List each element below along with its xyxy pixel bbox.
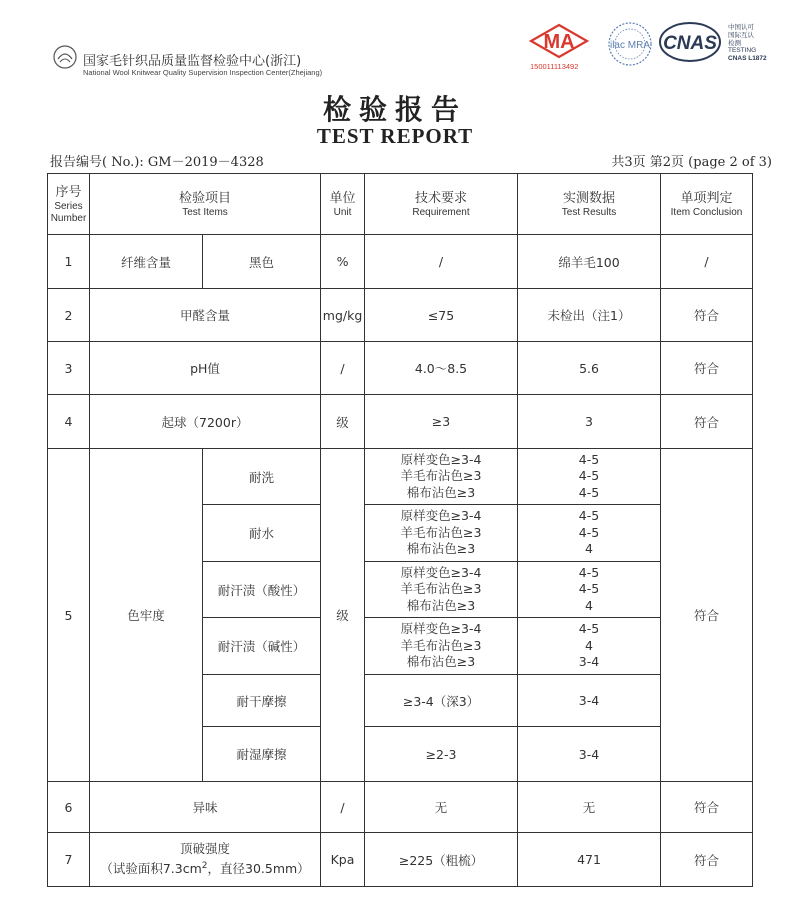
unit: / xyxy=(321,342,365,395)
cma-code: 150011113492 xyxy=(530,62,579,71)
unit: % xyxy=(321,235,365,289)
conclusion: / xyxy=(661,235,753,289)
test-item: 甲醛含量 xyxy=(90,289,321,342)
row-number: 5 xyxy=(48,449,90,782)
test-result: 3-4 xyxy=(518,727,661,782)
table-row xyxy=(48,395,753,449)
unit: 级 xyxy=(321,449,365,782)
test-item: 色牢度 xyxy=(90,449,203,782)
header-conclusion: 单项判定 Item Conclusion xyxy=(661,174,753,235)
cma-logo xyxy=(528,22,590,60)
org-name-cn: 国家毛针织品质量监督检验中心(浙江) xyxy=(83,54,302,69)
unit: mg/kg xyxy=(321,289,365,342)
header-serial: 序号 Series Number xyxy=(48,174,90,235)
test-result: 4-5 4-5 4-5 xyxy=(518,449,661,505)
cnas-logo xyxy=(658,20,728,64)
test-sub-item: 耐洗 xyxy=(203,449,321,505)
unit: 级 xyxy=(321,395,365,449)
ilac-logo xyxy=(604,20,656,70)
test-result: 5.6 xyxy=(518,342,661,395)
conclusion: 符合 xyxy=(661,449,753,782)
unit: Kpa xyxy=(321,833,365,887)
test-item: 异味 xyxy=(90,782,321,833)
test-result: 471 xyxy=(518,833,661,887)
test-item: 起球（7200r） xyxy=(90,395,321,449)
cnas-side-text: 中国认可 国际互认 检测 TESTING CNAS L1872 xyxy=(728,23,767,62)
row-number: 3 xyxy=(48,342,90,395)
row-number: 6 xyxy=(48,782,90,833)
requirement: 4.0～8.5 xyxy=(365,342,518,395)
test-result: 4-5 4 3-4 xyxy=(518,618,661,675)
conclusion: 符合 xyxy=(661,833,753,887)
svg-text:ilac MRA: ilac MRA xyxy=(609,40,651,51)
requirement: 原样变色≥3-4 羊毛布沾色≥3 棉布沾色≥3 xyxy=(365,618,518,675)
requirement: 原样变色≥3-4 羊毛布沾色≥3 棉布沾色≥3 xyxy=(365,562,518,618)
table-header-row xyxy=(48,174,753,235)
test-item: 顶破强度 （试验面积$7.3cm^2$，直径30.5mm） xyxy=(90,833,321,887)
test-sub-item: 耐汗渍（碱性） xyxy=(203,618,321,675)
conclusion: 符合 xyxy=(661,342,753,395)
requirement: ≤75 xyxy=(365,289,518,342)
requirement: 原样变色≥3-4 羊毛布沾色≥3 棉布沾色≥3 xyxy=(365,449,518,505)
test-results-table xyxy=(47,173,753,887)
requirement: ≥225（粗梳） xyxy=(365,833,518,887)
table-row xyxy=(48,289,753,342)
conclusion: 符合 xyxy=(661,289,753,342)
row-number: 4 xyxy=(48,395,90,449)
test-result: 绵羊毛100 xyxy=(518,235,661,289)
test-result: 3-4 xyxy=(518,675,661,727)
svg-text:MA: MA xyxy=(543,31,575,53)
table-row xyxy=(48,833,753,887)
header-test-items: 检验项目 Test Items xyxy=(90,174,321,235)
conclusion: 符合 xyxy=(661,395,753,449)
row-number: 7 xyxy=(48,833,90,887)
test-sub-item: 耐水 xyxy=(203,505,321,562)
svg-text:CNAS: CNAS xyxy=(663,33,717,54)
test-sub-item: 耐干摩擦 xyxy=(203,675,321,727)
test-item: 纤维含量 xyxy=(90,235,203,289)
unit: / xyxy=(321,782,365,833)
center-logo xyxy=(52,44,78,70)
conclusion: 符合 xyxy=(661,782,753,833)
requirement: 原样变色≥3-4 羊毛布沾色≥3 棉布沾色≥3 xyxy=(365,505,518,562)
row-number: 2 xyxy=(48,289,90,342)
test-result: 未检出（注1） xyxy=(518,289,661,342)
table-row xyxy=(48,342,753,395)
table-row xyxy=(48,782,753,833)
requirement: ≥3-4（深3） xyxy=(365,675,518,727)
test-sub-item: 耐汗渍（酸性） xyxy=(203,562,321,618)
requirement: ≥3 xyxy=(365,395,518,449)
report-title-en: TEST REPORT xyxy=(316,124,474,148)
org-name-en: National Wool Knitwear Quality Supervision Inspection Center(Zhejiang) xyxy=(83,68,323,77)
test-result: 无 xyxy=(518,782,661,833)
requirement: ≥2-3 xyxy=(365,727,518,782)
test-item: pH值 xyxy=(90,342,321,395)
header-unit: 单位 Unit xyxy=(321,174,365,235)
test-sub-item: 黑色 xyxy=(203,235,321,289)
report-number: 报告编号( No.): GM－2019－4328 xyxy=(50,155,264,170)
header-requirement: 技术要求 Requirement xyxy=(365,174,518,235)
requirement: 无 xyxy=(365,782,518,833)
requirement: / xyxy=(365,235,518,289)
row-number: 1 xyxy=(48,235,90,289)
test-result: 4-5 4-5 4 xyxy=(518,562,661,618)
header-test-results: 实测数据 Test Results xyxy=(518,174,661,235)
test-result: 3 xyxy=(518,395,661,449)
test-result: 4-5 4-5 4 xyxy=(518,505,661,562)
page-info: 共3页 第2页 (page 2 of 3) xyxy=(611,155,772,170)
report-title-cn: 检验报告 xyxy=(322,93,467,126)
test-sub-item: 耐湿摩擦 xyxy=(203,727,321,782)
table-row xyxy=(48,235,753,289)
table-row xyxy=(48,449,753,505)
